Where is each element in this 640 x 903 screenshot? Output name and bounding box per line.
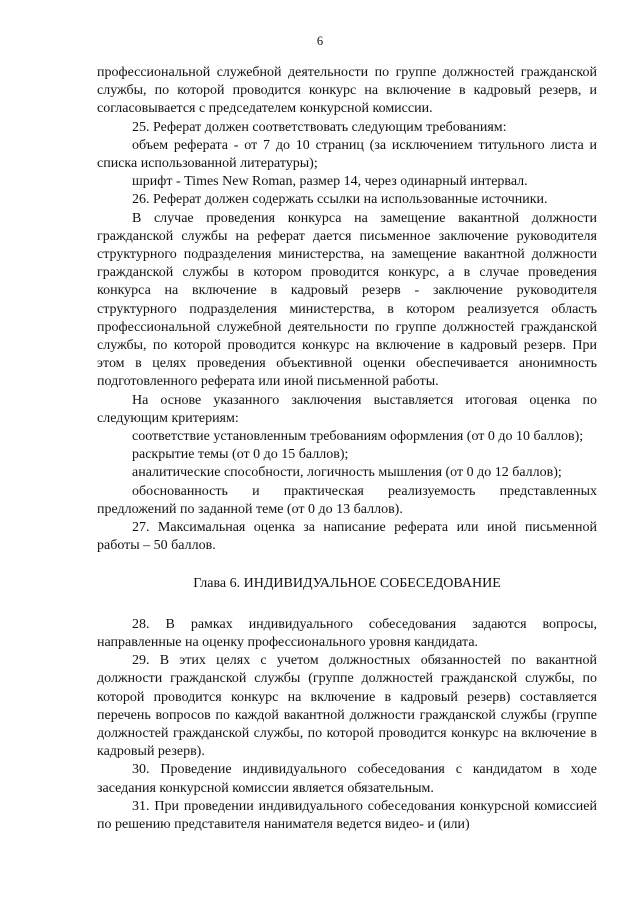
paragraph: шрифт - Times New Roman, размер 14, через одинарный интервал. — [132, 174, 528, 190]
paragraph: 28. В рамках индивидуального собеседования задаются вопросы, направленные на оценку профессионального уровня кандидата. — [97, 616, 597, 650]
paragraph: На основе указанного заключения выставляется итоговая оценка по следующим критериям: — [97, 392, 597, 426]
paragraph: 31. При проведении индивидуального собеседования конкурсной комиссией по решению представителя нанимателя ведется видео- и (или) — [97, 798, 597, 832]
paragraph: 29. В этих целях с учетом должностных обязанностей по вакантной должности гражданской службы (группе должностей гражданской службы, по которой проводится конкурс на включение в кадровый резерв) составляется перечень вопросов по каждой вакантной должности гражданской службы (группе должностей гражданской службы, по которой проводится конкурс на включение в кадровый резерв). — [97, 653, 597, 760]
paragraph: 30. Проведение индивидуального собеседования с кандидатом в ходе заседания конкурсной комиссии является обязательным. — [97, 762, 597, 796]
section-chapter-5-continued — [97, 64, 597, 555]
paragraph: соответствие установленным требованиям оформления (от 0 до 10 баллов); — [132, 429, 584, 445]
paragraph: 27. Максимальная оценка за написание реферата или иной письменной работы – 50 баллов. — [97, 520, 597, 554]
chapter-heading: Глава 6. ИНДИВИДУАЛЬНОЕ СОБЕСЕДОВАНИЕ — [193, 576, 501, 592]
paragraph: объем реферата - от 7 до 10 страниц (за исключением титульного листа и списка использованной литературы); — [97, 137, 597, 172]
section-chapter-6 — [97, 616, 597, 834]
paragraph: 25. Реферат должен соответствовать следующим требованиям: — [132, 119, 507, 135]
paragraph: аналитические способности, логичность мышления (от 0 до 12 баллов); — [132, 465, 562, 481]
paragraph: обоснованность и практическая реализуемость представленных предложений по заданной теме (от 0 до 13 баллов). — [97, 483, 597, 517]
paragraph: 26. Реферат должен содержать ссылки на использованные источники. — [132, 192, 548, 208]
paragraph: профессиональной служебной деятельности по группе должностей гражданской службы, по которой проводится конкурс на включение в кадровый резерв, и согласовывается с председателем конкурсной комиссии. — [97, 65, 597, 117]
document-body — [97, 64, 597, 834]
paragraph: раскрытие темы (от 0 до 15 баллов); — [132, 447, 349, 463]
page-number: 6 — [316, 34, 324, 48]
paragraph: В случае проведения конкурса на замещение вакантной должности гражданской службы на реферат дается письменное заключение руководителя структурного подразделения министерства, на замещение вакантной должности гражданской службы в котором проводится конкурс, а в случае проведения конкурса на включение в кадровый резерв - заключение руководителя структурного подразделения министерства, в котором реализуется область профессиональной служебной деятельности по группе должностей гражданской службы, по которой проводится конкурс на включение в кадровый резерв. При этом в целях проведения объективной оценки обеспечивается анонимность подготовленного реферата или иной письменной работы. — [97, 210, 597, 390]
